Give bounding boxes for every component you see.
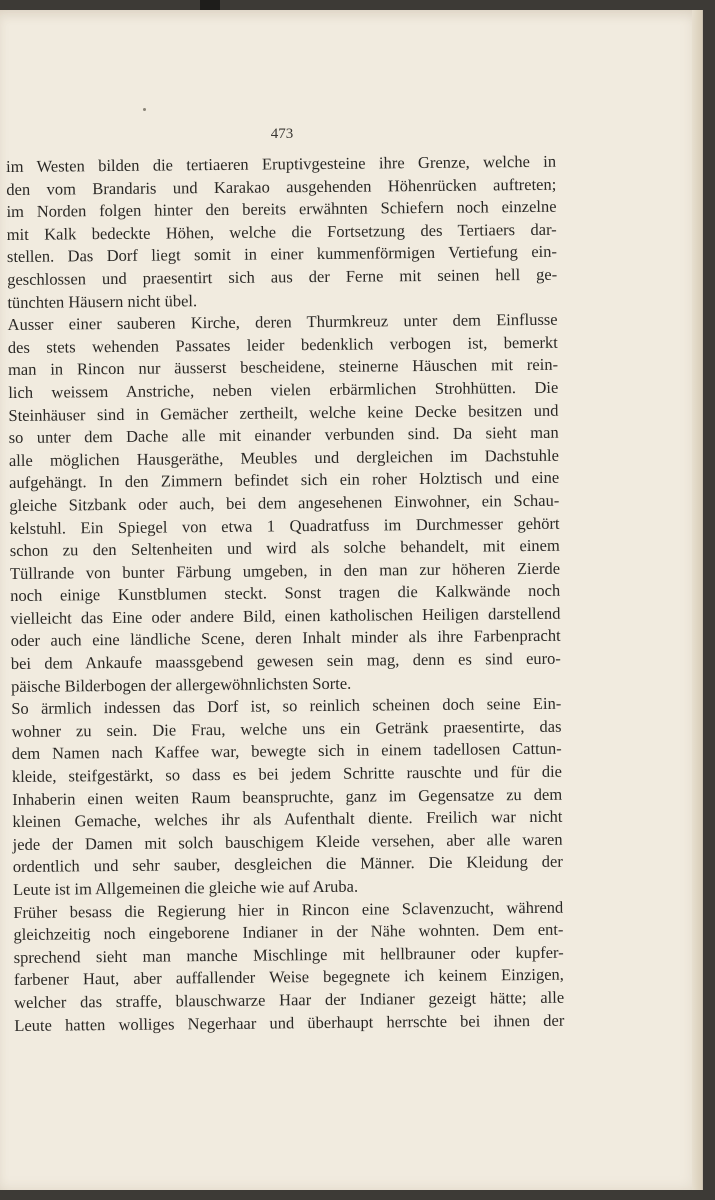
text-line: im Westen bilden die tertiaeren Eruptivgesteine ihre Grenze, welche in	[6, 151, 557, 176]
text-line: den vom Brandaris und Karakao ausgehenden Höhenrücken auftreten;	[6, 174, 557, 199]
text-line: bei dem Ankaufe maassgebend gewesen sein mag, denn es sind euro-	[10, 648, 561, 674]
text-line: Leute hatten wolliges Negerhaar und überhaupt herrschte bei ihnen der	[14, 1010, 565, 1035]
text-line: Ausser einer sauberen Kirche, deren Thurmkreuz unter dem Einflusse	[7, 309, 558, 335]
text-line: dem Namen nach Kaffee war, bewegte sich in einem tadellosen Cattun-	[11, 739, 562, 764]
text-line: aufgehängt. In den Zimmern befindet sich ein roher Holztisch und eine	[9, 468, 560, 493]
text-line: kelstuhl. Ein Spiegel von etwa 1 Quadratfuss im Durchmesser gehört	[9, 513, 560, 538]
text-line: welcher das straffe, blauschwarze Haar der Indianer gezeigt hätte; alle	[14, 987, 565, 1012]
text-line: ordentlich und sehr sauber, desgleichen die Männer. Die Kleidung der	[12, 852, 563, 877]
text-line: jede der Damen mit solch bauschigem Kleide versehen, aber alle waren	[12, 829, 563, 854]
text-line: Inhaberin einen weiten Raum beanspruchte, ganz im Gegensatze zu dem	[12, 784, 563, 809]
text-line: Leute ist im Allgemeinen die gleiche wie auf Aruba.	[12, 876, 359, 899]
text-line: farbener Haut, aber auffallender Weise begegnete ich keinem Einzigen,	[13, 965, 564, 990]
body-text	[6, 151, 564, 1037]
page-number: 473	[270, 126, 294, 142]
text-line: kleinen Gemache, welches ihr als Aufenthalt diente. Freilich war nicht	[12, 806, 563, 832]
page-edge-shadow	[692, 10, 702, 1190]
text-line: des stets wehenden Passates leider bedenklich verbogen ist, bemerkt	[7, 332, 558, 357]
text-line: so unter dem Dache alle mit einander verbunden sind. Da sieht man	[8, 422, 559, 448]
text-line: Tüllrande von bunter Färbung umgeben, in den man zur höheren Zierde	[9, 558, 561, 583]
text-line: man in Rincon nur äusserst bescheidene, steinerne Häuschen mit rein-	[7, 355, 559, 380]
text-line: Steinhäuser sind in Gemächer zertheilt, welche keine Decke besitzen und	[8, 400, 559, 425]
text-line: wohner zu sein. Die Frau, welche uns ein Getränk praesentirte, das	[11, 716, 562, 741]
text-line: Früher besass die Regierung hier in Rincon eine Sclavenzucht, während	[13, 897, 564, 922]
book-page	[0, 10, 703, 1190]
text-line: oder auch eine ländliche Scene, deren Inhalt minder als ihre Farbenpracht	[10, 626, 561, 651]
text-line: schon zu den Seltenheiten und wird als solche behandelt, mit einem	[9, 535, 560, 561]
text-line: So ärmlich indessen das Dorf ist, so reinlich scheinen doch seine Ein-	[11, 693, 562, 719]
text-line: gleiche Sitzbank oder auch, bei dem angesehenen Einwohner, ein Schau-	[9, 490, 560, 515]
text-line: im Norden folgen hinter den bereits erwähnten Schiefern noch einzelne	[6, 196, 557, 222]
paper-speck	[143, 108, 146, 111]
text-line: vielleicht das Eine oder andere Bild, einen katholischen Heiligen darstellend	[10, 603, 561, 628]
text-line: päische Bilderbogen der allergewöhnlichsten Sorte.	[10, 673, 352, 696]
text-line: lich weissem Anstriche, neben vielen erbärmlichen Strohhütten. Die	[8, 377, 559, 402]
text-line: kleide, steifgestärkt, so dass es bei jedem Schritte rauschte und für die	[11, 761, 563, 787]
text-line: geschlossen und praesentirt sich aus der Ferne mit seinen hell ge-	[7, 264, 558, 289]
text-line: sprechend sieht man manche Mischlinge mit hellbrauner oder kupfer-	[13, 942, 564, 967]
text-line: alle möglichen Hausgeräthe, Meubles und dergleichen im Dachstuhle	[8, 445, 559, 470]
text-line: gleichzeitig noch eingeborene Indianer in der Nähe wohnten. Dem ent-	[13, 919, 564, 945]
text-line: stellen. Das Dorf liegt somit in einer kummenförmigen Vertiefung ein-	[6, 242, 558, 267]
text-line: mit Kalk bedeckte Höhen, welche die Fortsetzung des Tertiaers dar-	[6, 219, 557, 244]
text-line: noch einige Kunstblumen steckt. Sonst tragen die Kalkwände noch	[10, 580, 561, 606]
text-line: tünchten Häusern nicht übel.	[7, 290, 198, 312]
